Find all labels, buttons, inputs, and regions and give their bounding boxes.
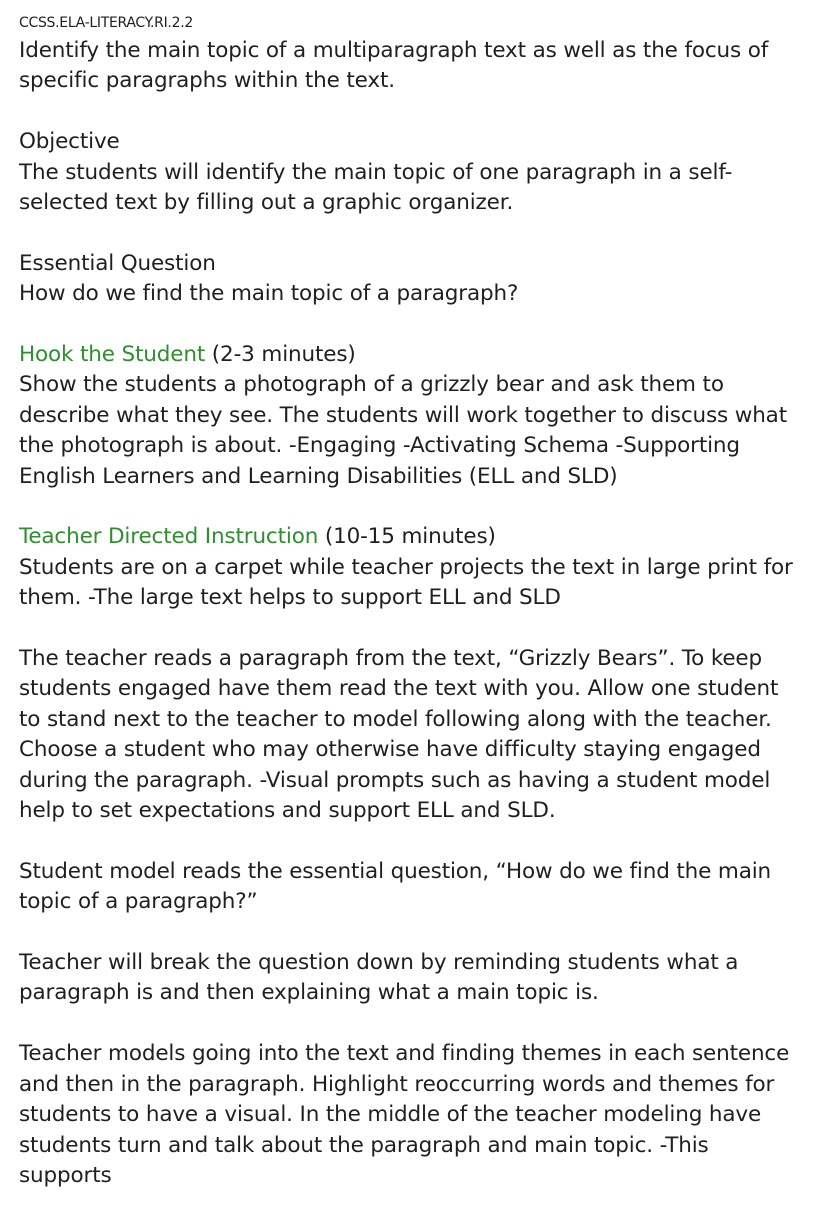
hook-text: Show the students a photograph of a grizzly bear and ask them to describe what they see. The students will work together to discuss what the photograph is about. -Engaging -Activating Schema -Supporting English Learners and Learning Disabilities (ELL and SLD) <box>19 372 787 489</box>
body-paragraph <box>19 857 804 918</box>
standard-description: Identify the main topic of a multiparagraph text as well as the focus of specific paragraphs within the text. <box>19 38 769 94</box>
hook-heading: Hook the Student <box>19 342 206 368</box>
body-paragraph <box>19 644 804 826</box>
body-paragraph <box>19 1039 804 1191</box>
paragraph-text: Teacher models going into the text and finding themes in each sentence and then in the paragraph. Highlight reoccurring words and themes for students to have a visual. In the middle of the teacher modeling have students turn and talk about the paragraph and main topic. -This supports <box>19 1041 790 1188</box>
objective-section <box>19 127 804 218</box>
essential-question-heading: Essential Question <box>19 250 216 276</box>
hook-time: (2-3 minutes) <box>205 342 356 368</box>
essential-question-text: How do we find the main topic of a paragraph? <box>19 281 519 307</box>
standard-code: CCSS.ELA-LITERACY.RI.2.2 <box>19 15 193 31</box>
essential-question-section <box>19 249 804 310</box>
body-paragraph <box>19 948 804 1009</box>
hook-heading-line <box>19 340 804 370</box>
standard-section <box>19 36 804 97</box>
instruction-section <box>19 522 804 613</box>
paragraph-text: Teacher will break the question down by reminding students what a paragraph is and then explaining what a main topic is. <box>19 950 739 1006</box>
instruction-text: Students are on a carpet while teacher projects the text in large print for them. -The large text helps to support ELL and SLD <box>19 554 793 611</box>
instruction-heading-line <box>19 522 804 552</box>
objective-heading: Objective <box>19 129 120 155</box>
hook-section <box>19 340 804 492</box>
lesson-plan-document <box>19 10 804 1222</box>
instruction-heading: Teacher Directed Instruction <box>19 524 319 550</box>
paragraph-text: Student model reads the essential question, “How do we find the main topic of a paragraph?” <box>19 858 772 915</box>
objective-text: The students will identify the main topic of one paragraph in a self-selected text by filling out a graphic organizer. <box>19 159 733 216</box>
instruction-time: (10-15 minutes) <box>318 524 496 550</box>
paragraph-text: The teacher reads a paragraph from the text, “Grizzly Bears”. To keep students engaged have them read the text with you. Allow one student to stand next to the teacher to model following along with the teacher. Choose a student who may otherwise have difficulty staying engaged during the paragraph. -Visual prompts such as having a student model help to set expectations and support ELL and SLD. <box>19 646 779 824</box>
